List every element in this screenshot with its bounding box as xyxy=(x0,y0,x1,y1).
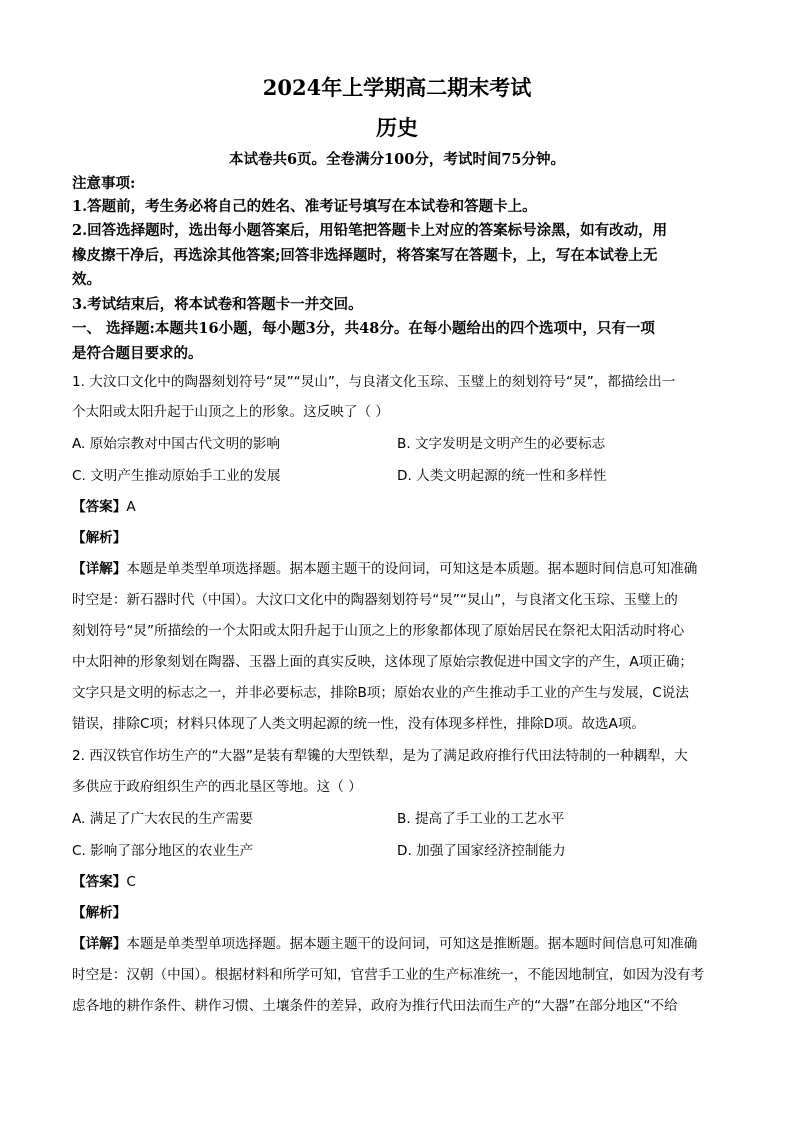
q1-stem-line-1: 1. 大汶口文化中的陶器刻划符号“炅”“炅山”，与良渚文化玉琮、玉璧上的刻划符号“炅”，都描绘出一 xyxy=(72,374,676,390)
note-line-3: 橡皮擦干净后，再选涂其他答案;回答非选择题时，将答案写在答题卡，上，写在本试卷上无 xyxy=(72,247,658,264)
q2-option-a: A. 满足了广大农民的生产需要 xyxy=(72,811,253,827)
q2-option-d: D. 加强了国家经济控制能力 xyxy=(397,843,566,859)
q1-option-d: D. 人类文明起源的统一性和多样性 xyxy=(397,468,607,484)
q2-option-c: C. 影响了部分地区的农业生产 xyxy=(72,843,254,859)
q2-detail-line-2: 时空是：汉朝（中国）。根据材料和所学可知，官营手工业的生产标准统一，不能因地制宜，如因为没有考 xyxy=(72,967,705,983)
q1-answer-label: 【答案】 xyxy=(72,499,127,515)
q2-detail-line-1 xyxy=(72,933,724,955)
q1-option-a: A. 原始宗教对中国古代文明的影响 xyxy=(72,436,281,452)
q2-option-b: B. 提高了手工业的工艺水平 xyxy=(397,811,565,827)
q1-detail-line-6: 错误，排除C项；材料只体现了人类文明起源的统一性，没有体现多样性，排除D项。故选A项。 xyxy=(72,716,646,732)
q2-detail-text-1: 本题是单类型单项选择题。据本题主题干的设问词，可知这是推断题。据本题时间信息可知准确 xyxy=(126,936,698,952)
section-heading-line-2: 是符合题目要求的。 xyxy=(72,345,203,362)
q1-detail-line-3: 刻划符号“炅”所描绘的一个太阳或太阳升起于山顶之上的形象都体现了原始居民在祭祀太阳活动时将心 xyxy=(72,623,685,639)
q1-detail-line-2: 时空是：新石器时代（中国）。大汶口文化中的陶器刻划符号“炅”“炅山”，与良渚文化玉琮、玉璧上的 xyxy=(72,592,678,608)
exam-title: 2024年上学期高二期末考试 xyxy=(262,75,532,100)
q2-detail-label: 【详解】 xyxy=(72,936,127,952)
q2-analysis-label: 【解析】 xyxy=(72,905,127,921)
note-line-5: 3.考试结束后，将本试卷和答题卡一并交回。 xyxy=(72,296,363,313)
notes-heading: 注意事项: xyxy=(72,175,136,192)
q1-detail-text-1: 本题是单类型单项选择题。据本题主题干的设问词，可知这是本质题。据本题时间信息可知准确 xyxy=(126,561,698,577)
q2-stem-line-1: 2. 西汉铁官作坊生产的“大器”是装有犁镵的大型铁犁，是为了满足政府推行代田法特制的一种耦犁，大 xyxy=(72,748,688,764)
q2-answer xyxy=(72,871,136,893)
q2-answer-value: C xyxy=(126,874,136,890)
q1-option-c: C. 文明产生推动原始手工业的发展 xyxy=(72,468,281,484)
subject-title: 历史 xyxy=(376,115,418,140)
note-line-4: 效。 xyxy=(72,271,101,288)
q1-answer xyxy=(72,496,136,518)
q1-detail-line-1 xyxy=(72,558,724,580)
note-line-1: 1.答题前，考生务必将自己的姓名、准考证号填写在本试卷和答题卡上。 xyxy=(72,198,537,215)
note-line-2: 2.回答选择题时，选出每小题答案后，用铅笔把答题卡上对应的答案标号涂黑，如有改动，用 xyxy=(72,222,668,239)
exam-subtitle: 本试卷共6页。全卷满分100分，考试时间75分钟。 xyxy=(228,151,566,168)
q1-option-b: B. 文字发明是文明产生的必要标志 xyxy=(397,436,606,452)
q2-detail-line-3: 虑各地的耕作条件、耕作习惯、土壤条件的差异，政府为推行代田法而生产的“大器”在部分地区“不给 xyxy=(72,998,678,1014)
q1-stem-line-2: 个太阳或太阳升起于山顶之上的形象。这反映了（ ） xyxy=(72,404,389,420)
section-heading-line-1: 一、 选择题:本题共16小题，每小题3分，共48分。在每小题给出的四个选项中，只有一项 xyxy=(72,320,655,337)
q1-answer-value: A xyxy=(126,499,136,515)
q1-analysis-label: 【解析】 xyxy=(72,530,127,546)
q1-detail-line-5: 文字只是文明的标志之一，并非必要标志，排除B项；原始农业的产生推动手工业的产生与发展，C说法 xyxy=(72,685,689,701)
q1-detail-line-4: 中太阳神的形象刻划在陶器、玉器上面的真实反映，这体现了原始宗教促进中国文字的产生，A项正确； xyxy=(72,654,694,670)
q2-stem-line-2: 多供应于政府组织生产的西北垦区等地。这（ ） xyxy=(72,779,362,795)
q1-detail-label: 【详解】 xyxy=(72,561,127,577)
q2-answer-label: 【答案】 xyxy=(72,874,127,890)
